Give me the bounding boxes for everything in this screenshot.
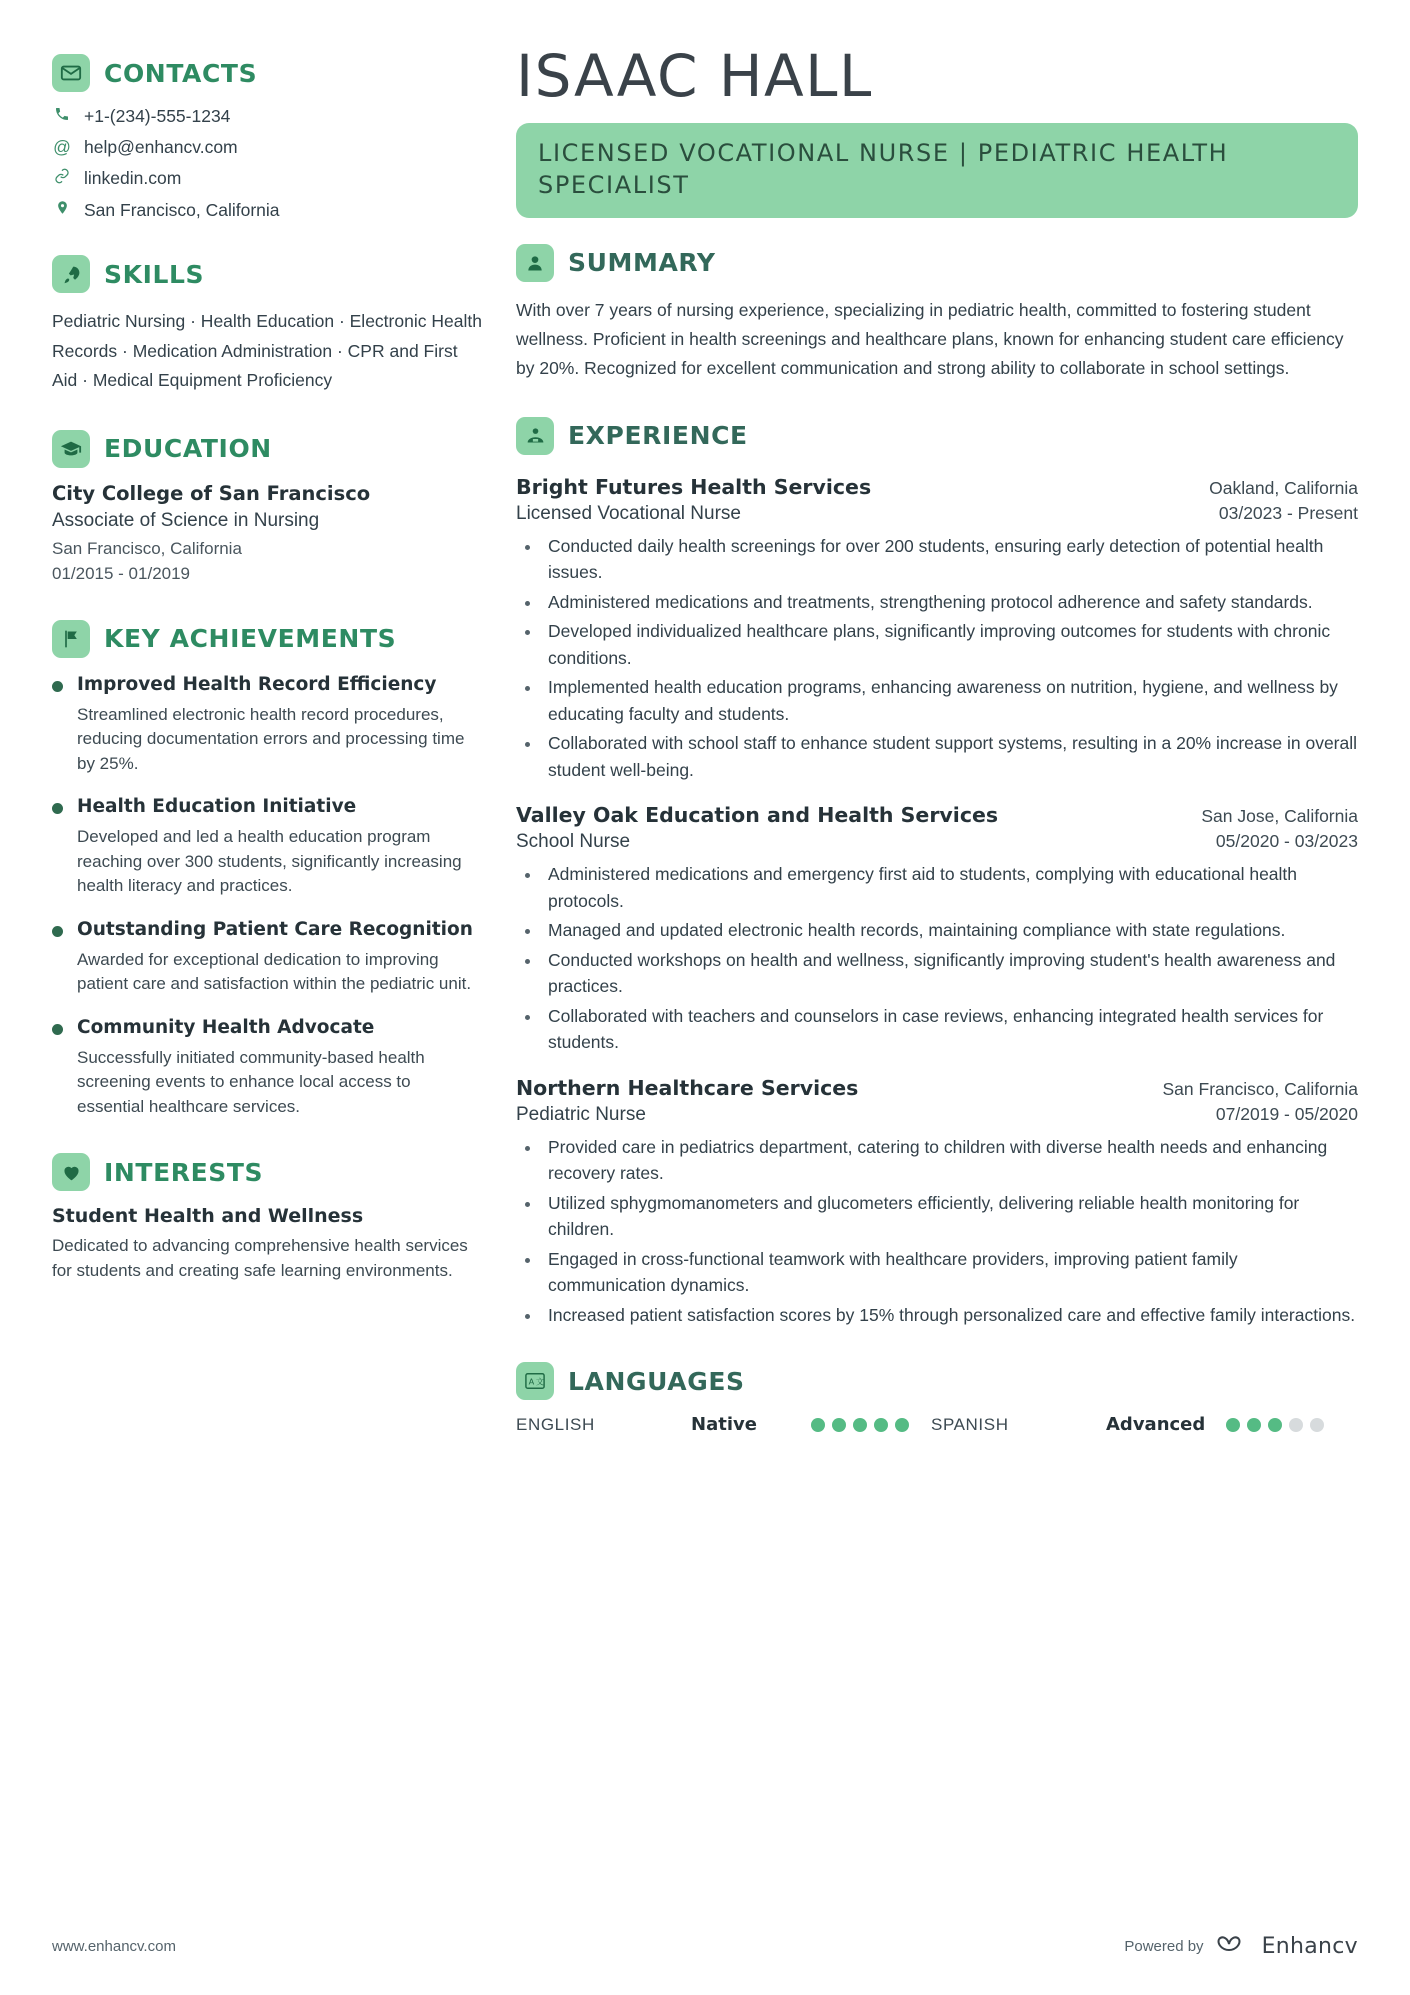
bullet-dot-icon [52, 926, 63, 937]
experience-entry-subheader [516, 503, 1358, 525]
translate-icon [516, 1362, 554, 1400]
section-title: SKILLS [104, 259, 205, 289]
experience-entry [516, 803, 1358, 1056]
experience-entry-header [516, 475, 1358, 500]
bullet-item: • Collaborated with school staff to enhance student support systems, resulting in a 20% increase in overall student well-being. [542, 730, 1358, 783]
experience-company: Bright Futures Health Services [516, 474, 872, 499]
achievement-desc: Streamlined electronic health record procedures, reducing documentation errors and processing time by 25%. [77, 704, 465, 773]
flag-icon [52, 620, 90, 658]
experience-dates: 07/2019 - 05/2020 [1215, 1103, 1358, 1124]
enhancv-logo-icon [1216, 1933, 1250, 1959]
section-title: SUMMARY [568, 248, 716, 278]
achievement-item [52, 672, 482, 777]
experience-location: San Jose, California [1201, 806, 1358, 827]
powered-by-label: Powered by [1124, 1937, 1204, 1955]
bullet-item: • Developed individualized healthcare plans, significantly improving outcomes for students with chronic conditions. [542, 618, 1358, 671]
experience-location: San Francisco, California [1162, 1078, 1358, 1099]
experience-company: Valley Oak Education and Health Services [516, 803, 999, 828]
rating-dot [1289, 1418, 1303, 1432]
footer-powered-by [1124, 1933, 1358, 1959]
language-name: SPANISH [931, 1414, 1009, 1434]
interest-title: Student Health and Wellness [52, 1205, 364, 1227]
summary-text: With over 7 years of nursing experience, specializing in pediatric health, committed to fostering student wellness. Proficient in health screenings and healthcare plans, known for enhancing student care efficiency by 20%. Recognized for excellent communication and strong ability to collaborate in school settings. [516, 299, 1344, 378]
bullet-dot-icon [52, 681, 63, 692]
section-title: LANGUAGES [568, 1366, 745, 1396]
achievement-title: Community Health Advocate [77, 1016, 375, 1038]
achievement-item [52, 1015, 482, 1120]
bullet-item: • Provided care in pediatrics department, catering to children with diverse health needs and enhancing recovery rates. [542, 1134, 1358, 1187]
achievements-heading-row [52, 620, 482, 658]
section-skills [52, 255, 482, 396]
section-contacts [52, 54, 482, 221]
language-name: ENGLISH [516, 1414, 595, 1434]
achievement-desc: Awarded for exceptional dedication to improving patient care and satisfaction within the pediatric unit. [77, 949, 472, 993]
svg-text:文: 文 [535, 1376, 545, 1387]
education-heading-row [52, 430, 482, 468]
achievement-desc: Successfully initiated community-based health screening events to enhance local access to essential healthcare services. [77, 1047, 425, 1116]
language-rating [1226, 1418, 1346, 1432]
rating-dot [874, 1418, 888, 1432]
experience-bullets [516, 533, 1358, 784]
experience-company: Northern Healthcare Services [516, 1075, 859, 1100]
rating-dot [1310, 1418, 1324, 1432]
section-interests [52, 1153, 482, 1283]
rating-dot [1247, 1418, 1261, 1432]
section-achievements [52, 620, 482, 1120]
at-icon: @ [53, 137, 71, 157]
language-level: Native [691, 1414, 757, 1436]
languages-heading-row [516, 1362, 1358, 1400]
contact-value: help@enhancv.com [84, 137, 238, 157]
rating-dot [853, 1418, 867, 1432]
summary-heading-row [516, 244, 1358, 282]
achievement-title: Outstanding Patient Care Recognition [77, 918, 473, 940]
section-languages [516, 1362, 1358, 1435]
email-icon [52, 54, 90, 92]
experience-bullets [516, 1134, 1358, 1329]
experience-bullets [516, 861, 1358, 1056]
contact-list [52, 106, 482, 221]
briefcase-person-icon [516, 417, 554, 455]
brand-name: Enhancv [1261, 1933, 1358, 1959]
bullet-item: • Conducted daily health screenings for over 200 students, ensuring early detection of potential health issues. [542, 533, 1358, 586]
rating-dot [832, 1418, 846, 1432]
main-column [516, 38, 1358, 1995]
rating-dot [1226, 1418, 1240, 1432]
rocket-icon [52, 255, 90, 293]
section-summary [516, 244, 1358, 383]
contact-value: San Francisco, California [84, 199, 280, 220]
education-degree: Associate of Science in Nursing [52, 509, 320, 531]
rating-dot [811, 1418, 825, 1432]
svg-text:A: A [528, 1376, 535, 1387]
experience-entry-subheader [516, 1104, 1358, 1126]
rating-dot [895, 1418, 909, 1432]
sidebar-column [52, 38, 482, 1995]
contact-location [52, 199, 482, 221]
achievement-item [52, 794, 482, 899]
achievement-desc: Developed and led a health education program reaching over 300 students, significantly increasing health literacy and practices. [77, 827, 462, 895]
experience-entry-header [516, 1076, 1358, 1101]
achievement-title: Health Education Initiative [77, 796, 357, 817]
bullet-item: • Administered medications and treatments, strengthening protocol adherence and safety standards. [542, 589, 1358, 616]
experience-role: Pediatric Nurse [516, 1103, 646, 1125]
link-icon [52, 168, 72, 189]
section-title: KEY ACHIEVEMENTS [104, 624, 397, 653]
contact-value: linkedin.com [84, 168, 182, 188]
experience-dates: 03/2023 - Present [1218, 502, 1358, 523]
contact-linkedin[interactable] [52, 168, 482, 189]
interests-heading-row [52, 1153, 482, 1191]
experience-role: School Nurse [516, 831, 631, 853]
language-level: Advanced [1106, 1414, 1206, 1436]
bullet-item: • Collaborated with teachers and counselors in case reviews, enhancing integrated health services for students. [542, 1003, 1358, 1056]
graduation-cap-icon [52, 430, 90, 468]
experience-dates: 05/2020 - 03/2023 [1215, 831, 1358, 852]
language-rating [811, 1418, 931, 1432]
bullet-item: • Utilized sphygmomanometers and glucometers efficiently, delivering reliable health monitoring for children. [542, 1190, 1358, 1243]
section-education [52, 430, 482, 586]
contact-value: +1-(234)-555-1234 [84, 106, 231, 126]
bullet-item: • Implemented health education programs, enhancing awareness on nutrition, hygiene, and wellness by educating faculty and students. [542, 674, 1358, 727]
job-title-banner: LICENSED VOCATIONAL NURSE | PEDIATRIC HEALTH SPECIALIST [516, 123, 1358, 218]
bullet-item: • Increased patient satisfaction scores by 15% through personalized care and effective family interactions. [542, 1302, 1358, 1329]
location-icon [52, 199, 72, 221]
section-experience [516, 417, 1358, 1329]
page-footer [52, 1933, 1358, 1959]
phone-icon [52, 106, 72, 127]
section-title: EXPERIENCE [568, 421, 748, 451]
experience-role: Licensed Vocational Nurse [516, 502, 741, 524]
section-title: CONTACTS [104, 58, 258, 88]
achievement-title: Improved Health Record Efficiency [77, 673, 437, 695]
section-title: EDUCATION [104, 434, 272, 463]
bullet-dot-icon [52, 803, 63, 814]
skills-heading-row [52, 255, 482, 293]
experience-entry [516, 475, 1358, 784]
education-dates: 01/2015 - 01/2019 [52, 563, 191, 583]
education-school: City College of San Francisco [52, 481, 371, 505]
person-icon [516, 244, 554, 282]
contact-email[interactable] [52, 137, 482, 158]
experience-entry [516, 1076, 1358, 1329]
contacts-heading-row [52, 54, 482, 92]
language-row [516, 1414, 1358, 1435]
bullet-item: • Engaged in cross-functional teamwork with healthcare providers, improving patient family communication dynamics. [542, 1246, 1358, 1299]
bullet-dot-icon [52, 1024, 63, 1035]
experience-location: Oakland, California [1209, 477, 1358, 498]
section-title: INTERESTS [104, 1157, 264, 1187]
heart-icon [52, 1153, 90, 1191]
bullet-item: • Managed and updated electronic health records, maintaining compliance with state regulations. [542, 917, 1358, 944]
experience-entry-header [516, 803, 1358, 828]
contact-phone[interactable] [52, 106, 482, 127]
bullet-item: • Conducted workshops on health and wellness, significantly improving student's health awareness and practices. [542, 947, 1358, 1000]
education-location: San Francisco, California [52, 538, 242, 558]
interest-desc: Dedicated to advancing comprehensive health services for students and creating safe learning environments. [52, 1236, 468, 1280]
experience-entry-subheader [516, 831, 1358, 853]
page-title: ISAAC HALL [516, 42, 873, 110]
achievement-item [52, 917, 482, 997]
rating-dot [1268, 1418, 1282, 1432]
experience-heading-row [516, 417, 1358, 455]
skills-text: Pediatric Nursing · Health Education · Electronic Health Records · Medication Administration · CPR and First Aid · Medical Equipment Proficiency [52, 311, 482, 390]
footer-website[interactable]: www.enhancv.com [52, 1937, 176, 1955]
bullet-item: • Administered medications and emergency first aid to students, complying with educational health protocols. [542, 861, 1358, 914]
